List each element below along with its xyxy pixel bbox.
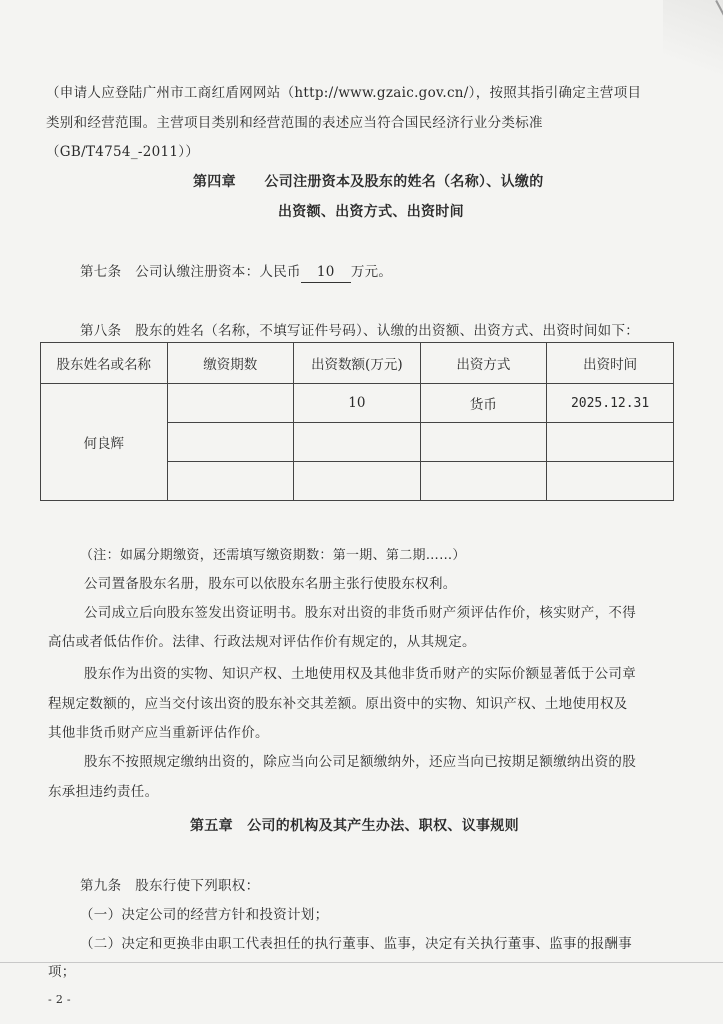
chapter-4-title-line-2: 出资额、出资方式、出资时间	[278, 204, 464, 220]
period-cell	[167, 384, 294, 423]
amount-cell	[294, 423, 421, 462]
paragraph-4-line-1: 股东不按照规定缴纳出资的，除应当向公司足额缴纳外，还应当向已按期足额缴纳出资的股	[84, 754, 636, 770]
header-date: 出资时间	[547, 343, 674, 384]
paragraph-3-line-3: 其他非货币财产应当重新评估作价。	[48, 725, 269, 741]
period-cell	[167, 423, 294, 462]
paragraph-2-line-2: 高估或者低估作价。法律、行政法规对评估作价有规定的，从其规定。	[48, 634, 476, 650]
registered-capital-amount: 10	[301, 262, 351, 283]
paragraph-3-line-2: 程规定数额的，应当交付该出资的股东补交其差额。原出资中的实物、知识产权、土地使用权及	[48, 696, 628, 712]
method-cell: 货币	[420, 384, 547, 423]
header-holder-name: 股东姓名或名称	[41, 343, 168, 384]
date-cell	[547, 423, 674, 462]
intro-line-2: 类别和经营范围。主营项目类别和经营范围的表述应当符合国民经济行业分类标准	[46, 115, 543, 131]
paragraph-3-line-1: 股东作为出资的实物、知识产权、土地使用权及其他非货币财产的实际价额显著低于公司章	[84, 666, 636, 682]
amount-cell: 10	[294, 384, 421, 423]
article-9-item-1: （一）决定公司的经营方针和投资计划；	[80, 907, 329, 923]
paragraph-2-line-1: 公司成立后向股东签发出资证明书。股东对出资的非货币财产须评估作价，核实财产，不得	[84, 605, 636, 621]
payment-note: （注：如属分期缴资，还需填写缴资期数：第一期、第二期……）	[80, 548, 466, 563]
article-8: 第八条 股东的姓名（名称，不填写证件号码）、认缴的出资额、出资方式、出资时间如下：	[80, 323, 640, 339]
header-method: 出资方式	[420, 343, 547, 384]
header-payment-period: 缴资期数	[167, 343, 294, 384]
paragraph-4-line-2: 东承担违约责任。	[48, 784, 159, 800]
page-number: - 2 -	[48, 993, 71, 1006]
article-7-suffix: 万元。	[350, 264, 393, 280]
article-9-item-2: （二）决定和更换非由职工代表担任的执行董事、监事，决定有关执行董事、监事的报酬事	[80, 936, 632, 952]
date-cell: 2025.12.31	[547, 384, 674, 423]
page-bottom-rule	[0, 962, 723, 963]
method-cell	[420, 462, 547, 501]
period-cell	[167, 462, 294, 501]
date-cell	[547, 462, 674, 501]
chapter-5-title: 第五章 公司的机构及其产生办法、职权、议事规则	[190, 818, 519, 834]
holder-name-cell: 何良辉	[41, 384, 168, 501]
shareholder-table	[40, 342, 674, 501]
method-cell	[420, 423, 547, 462]
header-amount: 出资数额(万元)	[294, 343, 421, 384]
intro-line-3: （GB/T4754_-2011））	[46, 144, 200, 160]
amount-cell	[294, 462, 421, 501]
intro-line-1: （申请人应登陆广州市工商红盾网网站（http://www.gzaic.gov.cn/），按照其指引确定主营项目	[46, 85, 642, 101]
article-9: 第九条 股东行使下列职权：	[80, 878, 260, 894]
article-7-prefix: 第七条 公司认缴注册资本：人民币	[80, 264, 301, 280]
article-7	[80, 262, 392, 283]
paragraph-1: 公司置备股东名册，股东可以依股东名册主张行使股东权利。	[84, 576, 457, 592]
article-9-item-2-continued: 项；	[48, 964, 76, 980]
page-corner-fold	[663, 0, 723, 110]
chapter-4-title-line-1: 第四章 公司注册资本及股东的姓名（名称）、认缴的	[193, 174, 544, 190]
table-row	[41, 384, 674, 423]
table-header-row	[41, 343, 674, 384]
